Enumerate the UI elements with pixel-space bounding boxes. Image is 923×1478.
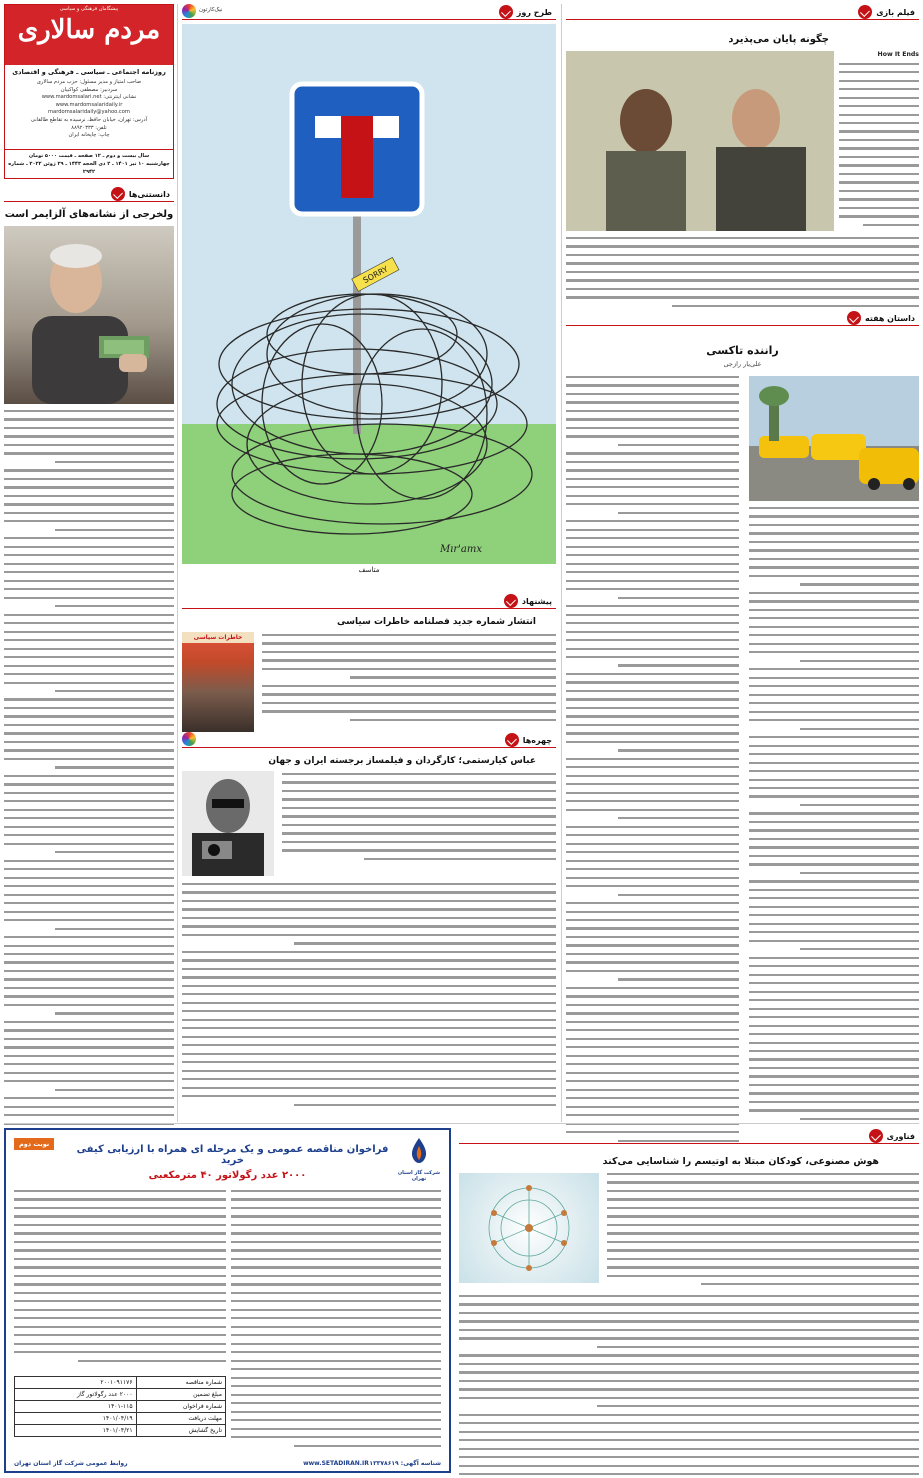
ad-footer-org: روابط عمومی شرکت گاز استان تهران (14, 1460, 128, 1467)
suggest-headline[interactable]: انتشار شماره جدید فصلنامه خاطرات سیاسی (337, 617, 536, 627)
section-arrow-icon (504, 594, 518, 608)
faces-logo-icon (182, 732, 196, 746)
knowing-photo (4, 226, 174, 404)
section-arrow-icon (499, 5, 513, 19)
elderly-man-image (4, 226, 174, 404)
film-text (566, 237, 919, 319)
film-headline[interactable]: چگونه پایان می‌پذیرد (728, 34, 829, 45)
table-cell: ۱۴۰۱-۱۱۵ (15, 1401, 137, 1413)
faces-text-bottom (182, 883, 556, 1117)
table-cell: ۲۰۰۱۰۹۱۱۷۶ (15, 1377, 137, 1389)
section-label: فیلم بازی (876, 7, 915, 17)
film-section (566, 4, 919, 319)
table-row (15, 1413, 226, 1425)
suggest-body (182, 632, 556, 732)
knowing-body (4, 410, 174, 1148)
section-arrow-icon (847, 311, 861, 325)
faces-headline[interactable]: عباس کیارستمی؛ کارگردان و فیلمساز برجسته ایران و جهان (268, 756, 536, 766)
masthead-logo-text: مردم سالاری (17, 15, 161, 45)
cartoon-credit: نیک‌کارتون (199, 7, 223, 13)
info-line: چاپ: چاپخانه ایران (68, 132, 110, 139)
section-header-knowing (4, 186, 174, 202)
section-header-film (566, 4, 919, 20)
date-line: چهارشنبه ۱۰ تیر ۱۴۰۱ ـ ۲ ذی الحجه ۱۴۴۳ ـ ۲۹ ژوئن ۲۰۲۲ ـ شماره ۲۹۴۲ (8, 161, 170, 175)
table-cell: شماره مناقصه (136, 1377, 225, 1389)
masthead-tagline: پیشگامان فرهنگی و سیاسی (59, 6, 119, 12)
section-label: داستان هفته (864, 313, 915, 323)
ad-subtitle: ۲۰۰۰ عدد رگولاتور ۴۰ مترمکعبی (148, 1170, 307, 1181)
tech-body-top (459, 1173, 919, 1293)
column-divider (561, 4, 562, 1122)
film-still-two-men-image (566, 51, 834, 231)
taxi-photo (749, 376, 919, 501)
story-headline[interactable]: راننده تاکسی (706, 344, 779, 357)
table-cell: ۱۴۰۱/۰۴/۱۹ (15, 1413, 137, 1425)
tech-headline[interactable]: هوش مصنوعی، کودکان مبتلا به اوتیسم را شناسایی می‌کند (602, 1156, 879, 1167)
cartoon-logo-icon (182, 4, 196, 18)
section-label: پیشنهاد (521, 596, 552, 606)
ad-code: شناسه آگهی: ۱۳۳۷۸۶۱۹ (369, 1460, 441, 1467)
masthead (4, 4, 174, 179)
dead-end-cartoon-image (182, 24, 556, 564)
suggest-text (262, 634, 556, 732)
story-author: علی‌یار رازجی (723, 360, 762, 368)
story-body (566, 376, 919, 1166)
gas-company-logo-icon (404, 1136, 434, 1166)
masthead-subtitle: روزنامه اجتماعی ـ سیاسی ـ فرهنگی و اقتصادی (12, 68, 166, 76)
faces-text-top (282, 773, 556, 875)
film-lead-text (839, 51, 919, 231)
magazine-cover-image (182, 632, 254, 732)
kiarostami-photo (182, 771, 274, 876)
section-header-faces (182, 732, 556, 748)
table-row (15, 1389, 226, 1401)
ad-left-column (14, 1190, 226, 1437)
yellow-taxis-image (749, 376, 919, 501)
ad-footer (14, 1460, 441, 1467)
story-text-right (749, 507, 919, 1167)
tender-advertisement (4, 1128, 451, 1473)
section-label: دانستنی‌ها (128, 189, 170, 199)
ad-org-logo (397, 1136, 441, 1182)
table-cell: ۱۴۰۱/۰۴/۲۱ (15, 1425, 137, 1437)
tech-text-bottom (459, 1295, 919, 1478)
section-header-design (182, 4, 556, 20)
ad-title: فراخوان مناقصه عمومی و یک مرحله ای همراه با ارزیابی کیفی خرید (76, 1144, 389, 1166)
faces-section (182, 732, 556, 1119)
portrait-with-camera-image (182, 771, 274, 876)
info-line: تلفن: ۸۸۹۲۰۳۳۳ (71, 124, 107, 131)
section-header-tech (459, 1128, 919, 1144)
section-header-suggest (182, 593, 556, 609)
ad-right-text (231, 1190, 441, 1467)
table-cell: مبلغ تضمین (136, 1389, 225, 1401)
tech-text-top (607, 1173, 919, 1291)
story-right-column (749, 376, 919, 1167)
table-cell: ۲۰۰۰ عدد رگولاتور گاز (15, 1389, 137, 1401)
tech-section (459, 1128, 919, 1478)
table-cell: تاریخ گشایش (136, 1425, 225, 1437)
section-arrow-icon (505, 733, 519, 747)
knowing-section (4, 186, 174, 1148)
table-row (15, 1377, 226, 1389)
story-text-left (566, 376, 739, 1166)
section-arrow-icon (869, 1129, 883, 1143)
info-line: سردبیر: مصطفی کواکبیان (60, 86, 118, 93)
film-title-en: How It Ends (877, 51, 919, 58)
issue-line: سال بیست و دوم ـ ۱۲ صفحه ـ قیمت ۵۰۰۰ تومان (28, 153, 150, 159)
svg-text:Mır'amx: Mır'amx (439, 544, 482, 555)
ai-brain-image (459, 1173, 599, 1283)
section-label: فناوری (886, 1131, 915, 1141)
section-label: طرح روز (516, 7, 552, 17)
table-row (15, 1425, 226, 1437)
film-lead-lines (839, 63, 919, 231)
sorry-tag-text: SORRY (361, 264, 390, 286)
masthead-info (5, 76, 173, 143)
suggest-section (182, 593, 556, 732)
section-arrow-icon (858, 5, 872, 19)
cartoon-frame (182, 24, 556, 564)
info-line[interactable]: mardomsalaridaily@yahoo.com (47, 109, 130, 116)
knowing-headline[interactable]: ولخرجی از نشانه‌های آلزایمر است (4, 209, 174, 220)
magazine-title: خاطرات سیاسی (182, 632, 254, 643)
masthead-date (5, 149, 173, 178)
ad-right-lines (231, 1190, 441, 1460)
ad-org-name: شرکت گاز استان تهران (397, 1170, 441, 1182)
ad-left-lines (14, 1190, 226, 1372)
neural-brain-image (459, 1173, 599, 1283)
story-section (566, 310, 919, 1166)
info-line: صاحب امتیاز و مدیر مسئول: حزب مردم سالاری (36, 79, 142, 85)
faces-body (182, 771, 556, 1119)
row-divider (4, 1123, 919, 1124)
table-row (15, 1401, 226, 1413)
table-cell: شماره فراخوان (136, 1401, 225, 1413)
design-section (182, 4, 556, 574)
cartoon-caption: متاسف (358, 566, 380, 574)
film-still-image (566, 51, 834, 231)
column-divider (177, 4, 178, 1122)
ad-round-badge: نوبت دوم (14, 1138, 54, 1150)
section-arrow-icon (111, 187, 125, 201)
table-cell: مهلت دریافت (136, 1413, 225, 1425)
newspaper-logo (5, 5, 173, 65)
ad-website-link[interactable]: www.SETADIRAN.IR (303, 1460, 369, 1467)
info-line: آدرس: تهران، خیابان حافظ، نرسیده به تقاطع طالقانی (30, 116, 148, 123)
info-line[interactable]: نشانی اینترنتی: www.mardomsalari.net (41, 94, 137, 101)
section-label: چهره‌ها (522, 735, 552, 745)
ad-info-table (14, 1376, 226, 1437)
info-line[interactable]: www.mardomsalaridaily.ir (55, 101, 123, 108)
film-body (566, 51, 919, 231)
section-header-story (566, 310, 919, 326)
